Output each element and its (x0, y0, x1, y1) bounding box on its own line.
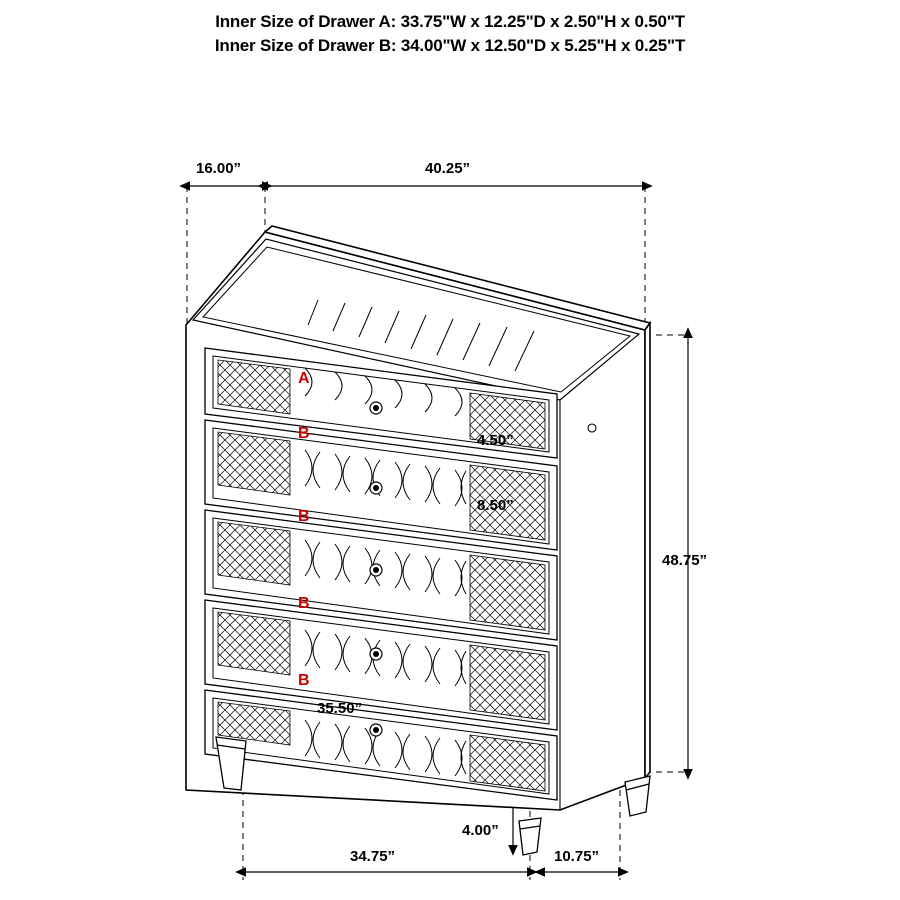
inner-size-drawer-a-text: Inner Size of Drawer A: 33.75"W x 12.25"D x 2.50"H x 0.50"T (215, 12, 685, 31)
drawer-marker-b1: B (298, 425, 310, 442)
dim-drawer-b-height: 8.50” (477, 497, 514, 514)
dim-total-height: 48.75” (662, 552, 708, 569)
drawer-marker-b4: B (298, 672, 310, 689)
dim-drawer-a-height: 4.50” (477, 432, 514, 449)
dim-width-top: 40.25” (425, 160, 471, 177)
dim-leg-height: 4.00” (462, 822, 499, 839)
dim-base-side: 10.75” (554, 848, 600, 865)
drawer-marker-b3: B (298, 595, 310, 612)
dim-base-front: 34.75” (350, 848, 396, 865)
dim-drawer-width: 35.50” (317, 700, 363, 717)
dim-depth-top: 16.00” (196, 160, 242, 177)
inner-size-drawer-b-text: Inner Size of Drawer B: 34.00"W x 12.50"D x 5.25"H x 0.25"T (214, 36, 686, 55)
drawer-marker-b2: B (298, 508, 310, 525)
drawer-marker-a: A (298, 370, 310, 387)
